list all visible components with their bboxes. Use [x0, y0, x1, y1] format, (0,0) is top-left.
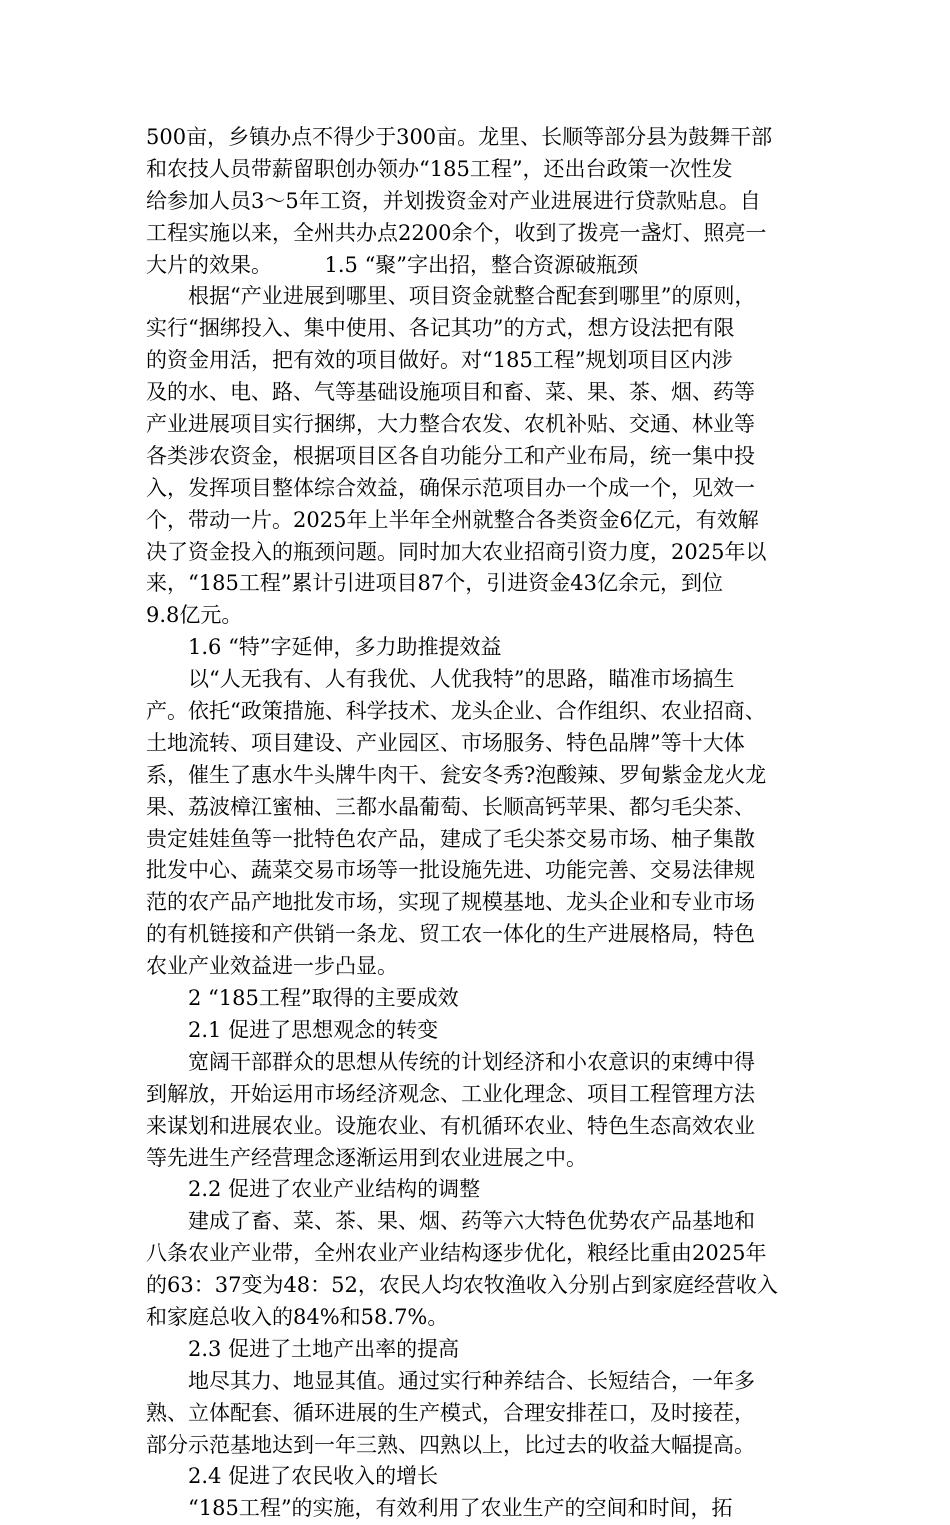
- text-line: 熟、立体配套、循环进展的生产模式，合理安排茬口，及时接茬，: [146, 1400, 755, 1425]
- text-line: 入，发挥项目整体综合效益，确保示范项目办一个成一个，见效一: [146, 475, 755, 500]
- text-line: 1.6 “特”字延伸，多力助推提效益: [188, 635, 502, 660]
- text-line: 实行“捆绑投入、集中使用、各记其功”的方式，想方设法把有限: [146, 316, 735, 341]
- text-line: 建成了畜、菜、茶、果、烟、药等六大特色优势农产品基地和: [188, 1209, 755, 1234]
- text-line: 个，带动一片。2025年上半年全州就整合各类资金6亿元，有效解: [146, 507, 759, 532]
- text-line: 和农技人员带薪留职创办领办“185工程”，还出台政策一次性发: [146, 156, 733, 181]
- text-line: 根据“产业进展到哪里、项目资金就整合配套到哪里”的原则，: [188, 284, 756, 309]
- text-line: 产。依托“政策措施、科学技术、龙头企业、合作组织、农业招商、: [146, 699, 766, 724]
- text-line: 贵定娃娃鱼等一批特色农产品，建成了毛尖茶交易市场、柚子集散: [146, 826, 755, 851]
- text-line: 宽阔干部群众的思想从传统的计划经济和小农意识的束缚中得: [188, 1049, 755, 1074]
- text-line: 的资金用活，把有效的项目做好。对“185工程”规划项目区内涉: [146, 348, 733, 373]
- text-line: 和家庭总收入的84%和58.7%。: [146, 1304, 449, 1329]
- text-line: 来，“185工程”累计引进项目87个，引进资金43亿余元，到位: [146, 571, 723, 596]
- text-line: 范的农产品产地批发市场，实现了规模基地、龙头企业和专业市场: [146, 890, 755, 915]
- text-line: 500亩，乡镇办点不得少于300亩。龙里、长顺等部分县为鼓舞干部: [146, 125, 773, 149]
- text-line: 土地流转、项目建设、产业园区、市场服务、特色品牌”等十大体: [146, 730, 745, 755]
- text-line: 2.1 促进了思想观念的转变: [188, 1017, 439, 1042]
- text-line: 系，催生了惠水牛头牌牛肉干、瓮安冬秀?泡酸辣、罗甸紫金龙火龙: [146, 762, 767, 787]
- document-body: [146, 122, 816, 1525]
- text-line: 地尽其力、地显其值。通过实行种养结合、长短结合，一年多: [188, 1368, 755, 1393]
- text-line: “185工程”的实施，有效利用了农业生产的空间和时间，拓: [188, 1496, 733, 1521]
- text-line: 以“人无我有、人有我优、人优我特”的思路，瞄准市场搞生: [188, 667, 735, 692]
- text-line: 工程实施以来，全州共办点2200余个，收到了拨亮一盏灯、照亮一: [146, 220, 767, 245]
- text-line: 产业进展项目实行捆绑，大力整合农发、农机补贴、交通、林业等: [146, 412, 755, 437]
- text-line: 的63：37变为48：52，农民人均农牧渔收入分别占到家庭经营收入: [146, 1273, 778, 1298]
- text-line: 部分示范基地达到一年三熟、四熟以上，比过去的收益大幅提高。: [146, 1432, 755, 1457]
- text-line: 给参加人员3～5年工资，并划拨资金对产业进展进行贷款贴息。自: [146, 188, 761, 213]
- text-line: 及的水、电、路、气等基础设施项目和畜、菜、果、茶、烟、药等: [146, 380, 755, 405]
- text-line: 的有机链接和产供销一条龙、贸工农一体化的生产进展格局，特色: [146, 922, 755, 947]
- text-line: 八条农业产业带，全州农业产业结构逐步优化，粮经比重由2025年: [146, 1241, 767, 1266]
- text-line: 2.3 促进了土地产出率的提高: [188, 1336, 460, 1361]
- text-line: 2.2 促进了农业产业结构的调整: [188, 1177, 481, 1202]
- text-line: 大片的效果。 1.5 “聚”字出招，整合资源破瓶颈: [146, 252, 639, 277]
- text-line: 果、荔波樟江蜜柚、三都水晶葡萄、长顺高钙苹果、都匀毛尖茶、: [146, 794, 755, 819]
- text-line: 等先进生产经营理念逐渐运用到农业进展之中。: [146, 1145, 587, 1170]
- text-line: 2.4 促进了农民收入的增长: [188, 1464, 439, 1489]
- text-line: 各类涉农资金，根据项目区各自功能分工和产业布局，统一集中投: [146, 443, 755, 468]
- text-line: 到解放，开始运用市场经济观念、工业化理念、项目工程管理方法: [146, 1081, 755, 1106]
- text-line: 决了资金投入的瓶颈问题。同时加大农业招商引资力度，2025年以: [146, 539, 767, 564]
- text-line: 来谋划和进展农业。设施农业、有机循环农业、特色生态高效农业: [146, 1113, 755, 1138]
- text-line: 农业产业效益进一步凸显。: [146, 954, 398, 979]
- text-line: 9.8亿元。: [146, 603, 243, 628]
- text-line: 批发中心、蔬菜交易市场等一批设施先进、功能完善、交易法律规: [146, 858, 755, 883]
- text-line: 2 “185工程”取得的主要成效: [188, 986, 459, 1011]
